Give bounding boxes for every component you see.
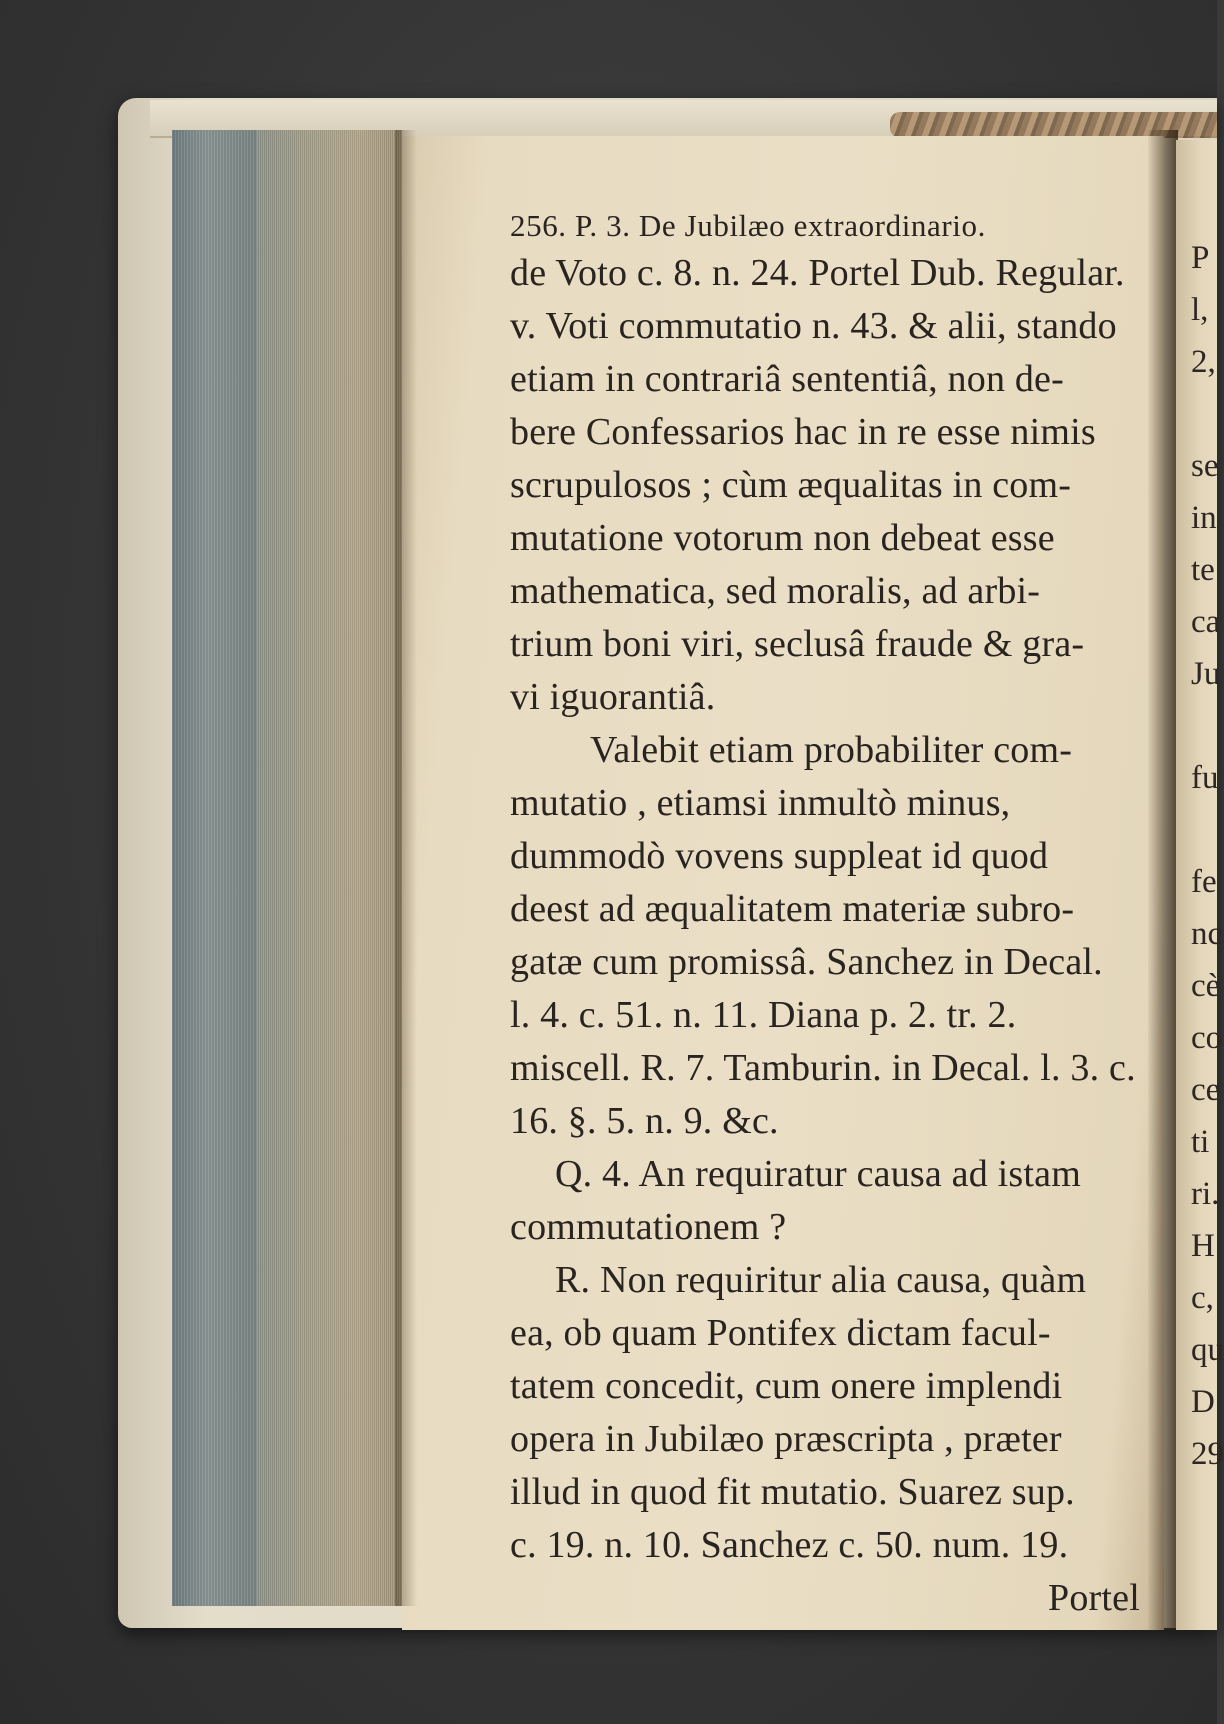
facing-fragment (1191, 804, 1217, 856)
page-edge-shadow (395, 130, 417, 1606)
facing-fragment: in (1191, 500, 1217, 536)
text-line: deest ad æqualitatem materiæ subro- (510, 888, 1075, 930)
text-line: etiam in contrariâ sententiâ, non de- (510, 358, 1064, 400)
facing-fragment: H (1191, 1228, 1215, 1264)
running-header: 256. P. 3. De Jubilæo extraordinario. (510, 208, 986, 243)
text-line: trium boni viri, seclusâ fraude & gra- (510, 623, 1085, 665)
text-line: opera in Jubilæo præscripta , præter (510, 1418, 1062, 1460)
text-line: v. Voti commutatio n. 43. & alii, stando (510, 305, 1117, 347)
facing-fragment: P (1191, 240, 1210, 276)
text-line: c. 19. n. 10. Sanchez c. 50. num. 19. (510, 1524, 1069, 1566)
text-line: scrupulosos ; cùm æqualitas in com- (510, 464, 1072, 506)
text-line: ea, ob quam Pontifex dictam facul- (510, 1312, 1051, 1354)
facing-fragment: qu (1191, 1332, 1224, 1368)
text-line: gatæ cum promissâ. Sanchez in Decal. (510, 941, 1103, 983)
text-line: mutatione votorum non debeat esse (510, 517, 1055, 559)
page-edges-dark (172, 130, 257, 1606)
text-line: mutatio , etiamsi inmultò minus, (510, 782, 1011, 824)
facing-fragment: ce (1191, 1072, 1221, 1108)
text-line: 16. §. 5. n. 9. &c. (510, 1100, 779, 1142)
facing-fragment: cè (1191, 968, 1221, 1004)
question-line: Q. 4. An requiratur causa ad istam (555, 1153, 1081, 1195)
facing-fragment: ca (1191, 604, 1221, 640)
facing-fragment (1191, 700, 1217, 752)
gutter-shadow (1148, 130, 1178, 1630)
text-line: tatem concedit, cum onere implendi (510, 1365, 1063, 1407)
text-line: illud in quod fit mutatio. Suarez sup. (510, 1471, 1075, 1513)
facing-fragment: ri. (1191, 1176, 1220, 1212)
facing-fragment: co (1191, 1020, 1223, 1056)
facing-fragment: D (1191, 1384, 1215, 1420)
question-line: commutationem ? (510, 1206, 787, 1248)
text-line: l. 4. c. 51. n. 11. Diana p. 2. tr. 2. (510, 994, 1017, 1036)
facing-fragment: 29 (1191, 1436, 1224, 1472)
facing-fragment: ti (1191, 1124, 1210, 1160)
facing-fragment: 2, (1191, 344, 1216, 380)
facing-fragment: fe (1191, 864, 1217, 900)
text-line: R. Non requiritur alia causa, quàm (555, 1259, 1087, 1301)
text-line: bere Confessarios hac in re esse nimis (510, 411, 1096, 453)
text-line: miscell. R. 7. Tamburin. in Decal. l. 3. c. (510, 1047, 1136, 1089)
facing-fragment: c, (1191, 1280, 1214, 1316)
catchword: Portel (1048, 1577, 1140, 1619)
facing-fragment: l, (1191, 292, 1209, 328)
facing-fragment: te (1191, 552, 1215, 588)
facing-page-text (1191, 232, 1224, 1480)
facing-fragment: se (1191, 448, 1219, 484)
text-line: mathematica, sed moralis, ad arbi- (510, 570, 1041, 612)
text-line: Valebit etiam probabiliter com- (590, 729, 1073, 771)
text-line: dummodò vovens suppleat id quod (510, 835, 1049, 877)
facing-fragment: nc (1191, 916, 1223, 952)
facing-fragment (1191, 388, 1217, 440)
facing-fragment: Ju (1191, 656, 1221, 692)
facing-fragment: fu (1191, 760, 1219, 796)
text-line: vi iguorantiâ. (510, 676, 716, 718)
page-edges-light (257, 130, 402, 1606)
text-line: de Voto c. 8. n. 24. Portel Dub. Regular. (510, 252, 1125, 294)
